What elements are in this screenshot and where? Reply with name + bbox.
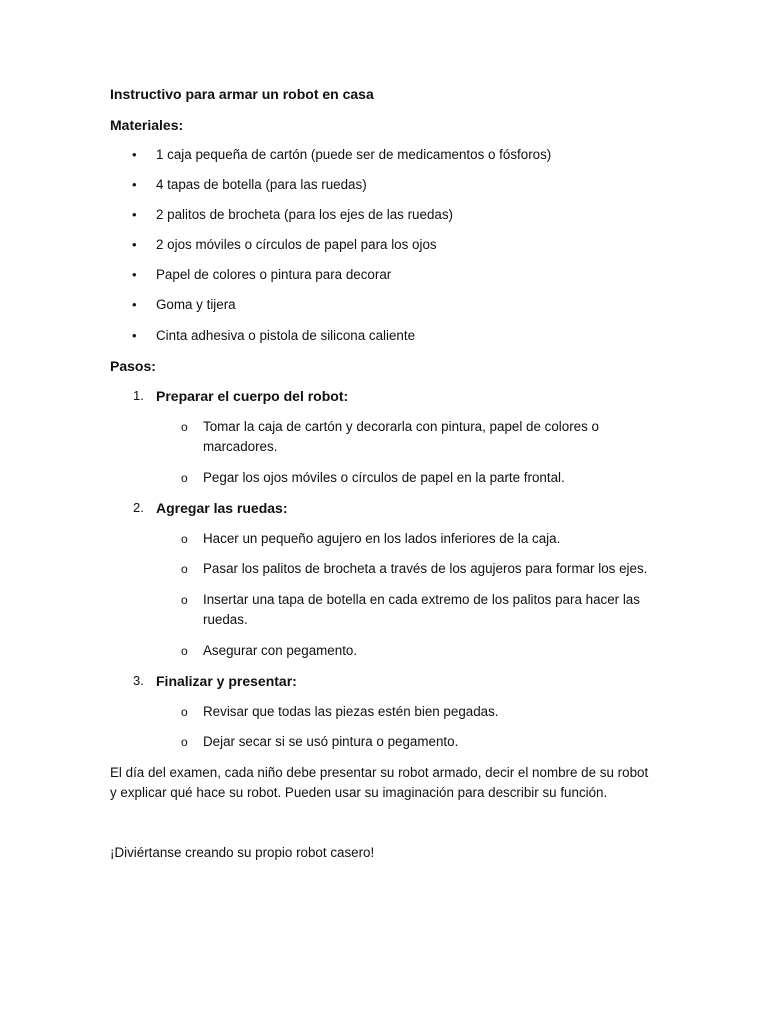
steps-heading: Pasos: <box>110 357 156 374</box>
step-title: Preparar el cuerpo del robot: <box>156 388 349 405</box>
substep-text: Tomar la caja de cartón y decorarla con pintura, papel de colores o marcadores. <box>203 418 599 455</box>
steps-list <box>110 386 650 753</box>
substep-item <box>156 641 651 662</box>
bullet-icon: • <box>132 267 137 283</box>
material-item <box>110 295 650 316</box>
substep-text: Dejar secar si se usó pintura o pegamento. <box>203 734 459 750</box>
circle-bullet-icon: o <box>181 735 188 750</box>
material-item <box>110 235 650 256</box>
bullet-icon: • <box>132 177 137 193</box>
material-text: 2 palitos de brocheta (para los ejes de las ruedas) <box>156 207 454 223</box>
material-text: 4 tapas de botella (para las ruedas) <box>156 177 367 193</box>
bullet-icon: • <box>132 237 137 253</box>
substep-text: Pegar los ojos móviles o círculos de papel en la parte frontal. <box>203 469 565 485</box>
step-title: Finalizar y presentar: <box>156 673 297 690</box>
circle-bullet-icon: o <box>181 643 188 658</box>
circle-bullet-icon: o <box>181 531 188 546</box>
material-item <box>110 205 650 226</box>
circle-bullet-icon: o <box>181 562 188 577</box>
bullet-icon: • <box>132 327 137 343</box>
substep-text: Hacer un pequeño agujero en los lados inferiores de la caja. <box>203 530 561 546</box>
step-number: 2. <box>133 500 144 516</box>
circle-bullet-icon: o <box>181 419 188 434</box>
materials-heading: Materiales: <box>110 116 184 133</box>
step-item <box>110 386 650 488</box>
material-text: Cinta adhesiva o pistola de silicona caliente <box>156 327 416 343</box>
substep-item <box>156 732 651 753</box>
substep-text: Pasar los palitos de brocheta a través de los agujeros para formar los ejes. <box>203 561 648 577</box>
farewell-line: ¡Diviértanse creando su propio robot casero! <box>110 844 375 860</box>
substep-item <box>156 468 651 489</box>
step-substeps <box>156 417 650 489</box>
material-item <box>110 175 650 196</box>
material-text: 2 ojos móviles o círculos de papel para los ojos <box>156 237 437 253</box>
step-item <box>110 671 650 753</box>
substep-text: Asegurar con pegamento. <box>203 642 358 658</box>
step-title: Agregar las ruedas: <box>156 500 288 517</box>
step-number: 3. <box>133 673 144 689</box>
substep-item <box>156 529 651 550</box>
material-item <box>110 265 650 286</box>
material-item <box>110 326 650 347</box>
bullet-icon: • <box>132 147 137 162</box>
substep-item <box>156 417 651 458</box>
substep-item <box>156 702 651 723</box>
bullet-icon: • <box>132 297 137 313</box>
circle-bullet-icon: o <box>181 470 188 485</box>
circle-bullet-icon: o <box>181 592 188 607</box>
circle-bullet-icon: o <box>181 704 188 719</box>
step-item <box>110 498 650 661</box>
step-substeps <box>156 702 650 753</box>
substep-item <box>156 559 651 580</box>
material-item <box>110 145 650 166</box>
bullet-icon: • <box>132 207 137 223</box>
material-text: Goma y tijera <box>156 297 236 313</box>
closing-paragraph: El día del examen, cada niño debe presentar su robot armado, decir el nombre de su robot y explicar qué hace su robot. Pueden usar su imaginación para describir su función. <box>110 764 649 801</box>
substep-text: Revisar que todas las piezas estén bien pegadas. <box>203 703 499 719</box>
substep-item <box>156 590 651 631</box>
step-number: 1. <box>133 388 144 404</box>
material-text: 1 caja pequeña de cartón (puede ser de medicamentos o fósforos) <box>156 147 552 162</box>
material-text: Papel de colores o pintura para decorar <box>156 267 392 283</box>
document-page <box>110 84 650 863</box>
step-substeps <box>156 529 650 662</box>
substep-text: Insertar una tapa de botella en cada extremo de los palitos para hacer las ruedas. <box>203 591 640 628</box>
materials-list <box>110 145 650 346</box>
document-title: Instructivo para armar un robot en casa <box>110 86 374 102</box>
